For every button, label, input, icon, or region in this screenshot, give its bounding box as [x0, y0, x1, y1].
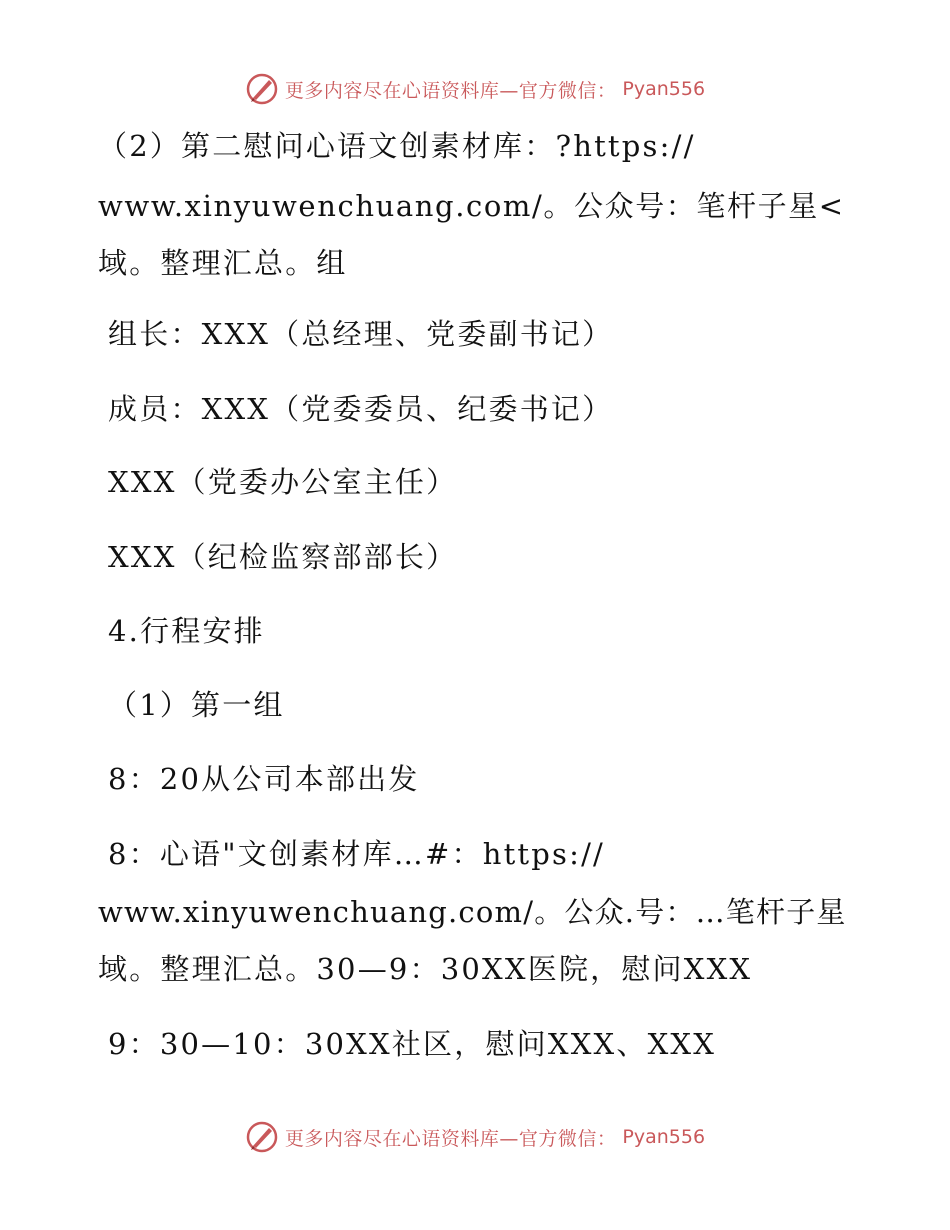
- quill-logo-icon: [245, 1120, 279, 1154]
- text-line: 组长：XXX（总经理、党委副书记）: [108, 317, 614, 351]
- text-line: XXX（纪检监察部部长）: [108, 540, 458, 574]
- banner-handle: Pyan556: [622, 78, 706, 100]
- footer-banner: [0, 1120, 950, 1154]
- text-line: 成员：XXX（党委委员、纪委书记）: [108, 392, 614, 426]
- text-line: XXX（党委办公室主任）: [108, 465, 458, 499]
- banner-handle: Pyan556: [622, 1126, 706, 1148]
- text-line: 8：20从公司本部出发: [108, 762, 420, 796]
- text-line: 9：30—10：30XX社区，慰问XXX、XXX: [108, 1027, 717, 1061]
- text-line: 8：心语"文创素材库…#：https://: [108, 837, 606, 871]
- text-line: （1）第一组: [108, 688, 285, 722]
- text-line: 域。整理汇总。组: [98, 246, 348, 280]
- text-line: www.xinyuwenchuang.com/。公众.号：…笔杆子星: [98, 895, 847, 929]
- text-line: www.xinyuwenchuang.com/。公众号：笔杆子星<: [98, 189, 845, 223]
- text-line: 4.行程安排: [108, 614, 265, 648]
- header-banner: [0, 72, 950, 106]
- text-line: （2）第二慰问心语文创素材库：?https://: [98, 129, 696, 163]
- banner-text: 更多内容尽在心语资料库—官方微信：: [284, 79, 617, 102]
- text-line: 域。整理汇总。30—9：30XX医院，慰问XXX: [98, 952, 753, 986]
- quill-logo-icon: [245, 72, 279, 106]
- banner-text: 更多内容尽在心语资料库—官方微信：: [284, 1127, 617, 1150]
